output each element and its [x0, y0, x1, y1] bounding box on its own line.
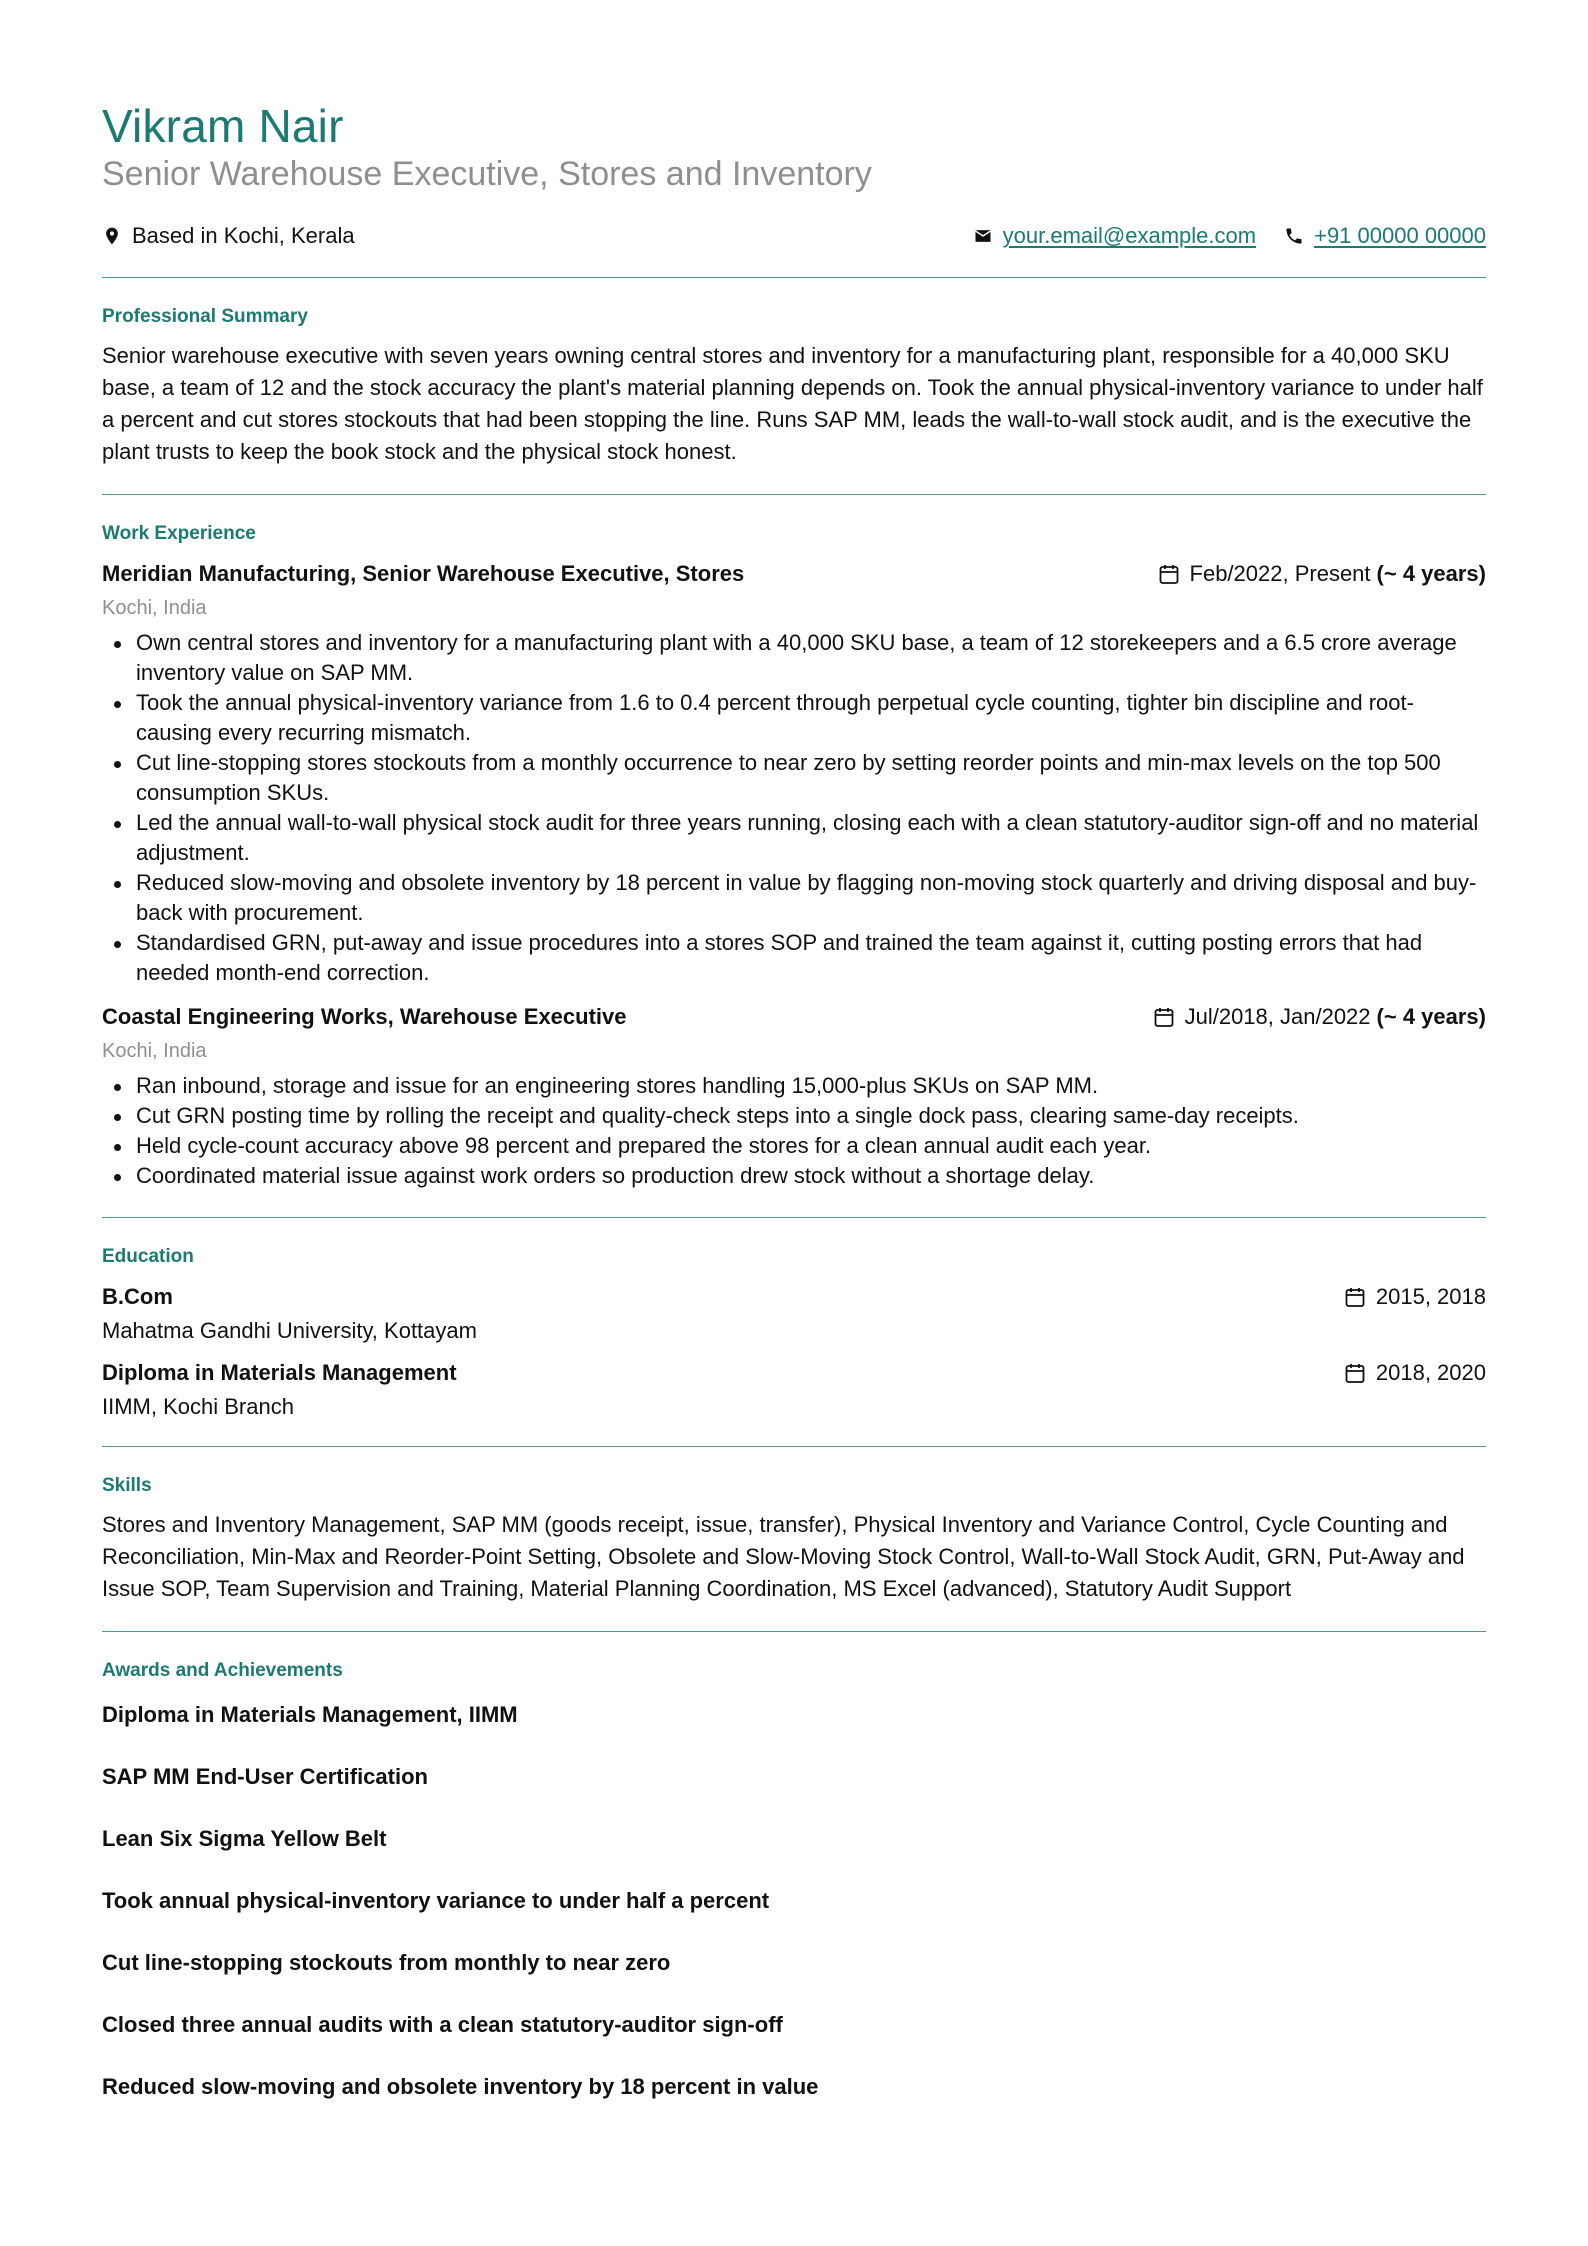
phone-link[interactable]: +91 00000 00000: [1314, 223, 1486, 249]
award-item: SAP MM End-User Certification: [102, 1764, 428, 1790]
job-duration: (~ 4 years): [1376, 1004, 1486, 1030]
skills-heading: Skills: [102, 1475, 152, 1497]
education-dates: [1343, 1284, 1486, 1310]
job-bullet: Held cycle-count accuracy above 98 percent and prepared the stores for a clean annual audit each year.: [102, 1131, 1486, 1161]
award-item: Cut line-stopping stockouts from monthly to near zero: [102, 1950, 671, 1976]
job-bullet: Cut line-stopping stores stockouts from a monthly occurrence to near zero by setting reorder points and min-max levels on the top 500 consumption SKUs.: [102, 748, 1486, 808]
job-duration: (~ 4 years): [1376, 561, 1486, 587]
candidate-name: Vikram Nair: [102, 100, 344, 152]
education-header: [102, 1358, 1486, 1388]
job-bullet: Coordinated material issue against work orders so production drew stock without a shortage delay.: [102, 1161, 1486, 1191]
envelope-icon: [973, 226, 993, 246]
job-company: Coastal Engineering Works: [102, 1004, 388, 1030]
candidate-headline: Senior Warehouse Executive, Stores and Inventory: [102, 154, 872, 193]
email-link[interactable]: your.email@example.com: [1002, 223, 1257, 249]
job-title: Coastal Engineering Works, Warehouse Executive: [102, 1004, 627, 1030]
job-header: [102, 1002, 1486, 1032]
job-bullets: [102, 1071, 1486, 1191]
job-bullet: Led the annual wall-to-wall physical stock audit for three years running, closing each with a clean statutory-auditor sign-off and no material adjustment.: [102, 808, 1486, 868]
job-bullet: Own central stores and inventory for a manufacturing plant with a 40,000 SKU base, a team of 12 storekeepers and a 6.5 crore average inventory value on SAP MM.: [102, 628, 1486, 688]
contact-row: [102, 221, 1486, 251]
contact-phone: [1284, 223, 1486, 249]
award-item: Reduced slow-moving and obsolete inventory by 18 percent in value: [102, 2074, 819, 2100]
education-institution: IIMM, Kochi Branch: [102, 1394, 294, 1420]
section-divider: [102, 277, 1486, 278]
job-entry: [102, 1002, 1486, 1191]
education-date-range: 2015, 2018: [1375, 1284, 1486, 1310]
calendar-icon: [1157, 562, 1181, 586]
awards-section: [102, 1660, 1486, 2100]
section-divider: [102, 1217, 1486, 1218]
resume-header: [102, 100, 1486, 251]
job-date-range: Feb/2022, Present: [1189, 561, 1371, 587]
education-date-range: 2018, 2020: [1375, 1360, 1486, 1386]
contact-email: [973, 223, 1256, 249]
experience-heading: Work Experience: [102, 523, 256, 545]
section-divider: [102, 1631, 1486, 1632]
education-section: [102, 1246, 1486, 1420]
award-item: Took annual physical-inventory variance to under half a percent: [102, 1888, 770, 1914]
summary-section: [102, 306, 1486, 468]
skills-section: [102, 1475, 1486, 1605]
job-bullets: [102, 628, 1486, 988]
map-pin-icon: [102, 226, 122, 246]
job-dates: [1157, 561, 1486, 587]
job-bullet: Ran inbound, storage and issue for an engineering stores handling 15,000-plus SKUs on SAP MM.: [102, 1071, 1486, 1101]
summary-text: Senior warehouse executive with seven years owning central stores and inventory for a manufacturing plant, responsible for a 40,000 SKU base, a team of 12 and the stock accuracy the plant's material planning depends on. Took the annual physical-inventory variance to under half a percent and cut stores stockouts that had been stopping the line. Runs SAP MM, leads the wall-to-wall stock audit, and is the executive the plant trusts to keep the book stock and the physical stock honest.: [102, 343, 1483, 465]
job-location: Kochi, India: [102, 1040, 207, 1063]
education-header: [102, 1282, 1486, 1312]
job-bullet: Standardised GRN, put-away and issue procedures into a stores SOP and trained the team against it, cutting posting errors that had needed month-end correction.: [102, 928, 1486, 988]
job-bullet: Cut GRN posting time by rolling the receipt and quality-check steps into a single dock pass, clearing same-day receipts.: [102, 1101, 1486, 1131]
education-dates: [1343, 1360, 1486, 1386]
education-entry: [102, 1358, 1486, 1420]
award-item: Closed three annual audits with a clean statutory-auditor sign-off: [102, 2012, 783, 2038]
awards-list: [102, 1702, 1486, 2100]
phone-icon: [1284, 226, 1304, 246]
job-header: [102, 559, 1486, 589]
section-divider: [102, 1446, 1486, 1447]
job-role: Warehouse Executive: [399, 1004, 627, 1030]
education-degree: B.Com: [102, 1284, 173, 1310]
job-title: Meridian Manufacturing, Senior Warehouse Executive, Stores: [102, 561, 745, 587]
location-text: Based in Kochi, Kerala: [132, 223, 355, 249]
award-item: Diploma in Materials Management, IIMM: [102, 1702, 518, 1728]
summary-heading: Professional Summary: [102, 306, 308, 328]
awards-heading: Awards and Achievements: [102, 1660, 343, 1682]
job-dates: [1152, 1004, 1486, 1030]
calendar-icon: [1343, 1361, 1367, 1385]
contact-links: [973, 223, 1486, 249]
skills-text: Stores and Inventory Management, SAP MM (goods receipt, issue, transfer), Physical Inventory and Variance Control, Cycle Counting and Reconciliation, Min-Max and Reorder-Point Setting, Obsolete and Slow-Moving Stock Control, Wall-to-Wall Stock Audit, GRN, Put-Away and Issue SOP, Team Supervision and Training, Material Planning Coordination, MS Excel (advanced), Statutory Audit Support: [102, 1512, 1465, 1602]
education-degree: Diploma in Materials Management: [102, 1360, 457, 1386]
calendar-icon: [1343, 1285, 1367, 1309]
job-role: Senior Warehouse Executive, Stores: [362, 561, 745, 587]
job-date-range: Jul/2018, Jan/2022: [1184, 1004, 1371, 1030]
award-item: Lean Six Sigma Yellow Belt: [102, 1826, 387, 1852]
job-bullet: Reduced slow-moving and obsolete inventory by 18 percent in value by flagging non-moving stock quarterly and driving disposal and buy-back with procurement.: [102, 868, 1486, 928]
calendar-icon: [1152, 1005, 1176, 1029]
job-company: Meridian Manufacturing: [102, 561, 351, 587]
education-heading: Education: [102, 1246, 194, 1268]
education-institution: Mahatma Gandhi University, Kottayam: [102, 1318, 477, 1344]
job-location: Kochi, India: [102, 597, 207, 620]
job-bullet: Took the annual physical-inventory variance from 1.6 to 0.4 percent through perpetual cycle counting, tighter bin discipline and root-causing every recurring mismatch.: [102, 688, 1486, 748]
education-entry: [102, 1282, 1486, 1344]
contact-location: [102, 223, 355, 249]
experience-section: [102, 523, 1486, 1191]
section-divider: [102, 494, 1486, 495]
job-entry: [102, 559, 1486, 988]
